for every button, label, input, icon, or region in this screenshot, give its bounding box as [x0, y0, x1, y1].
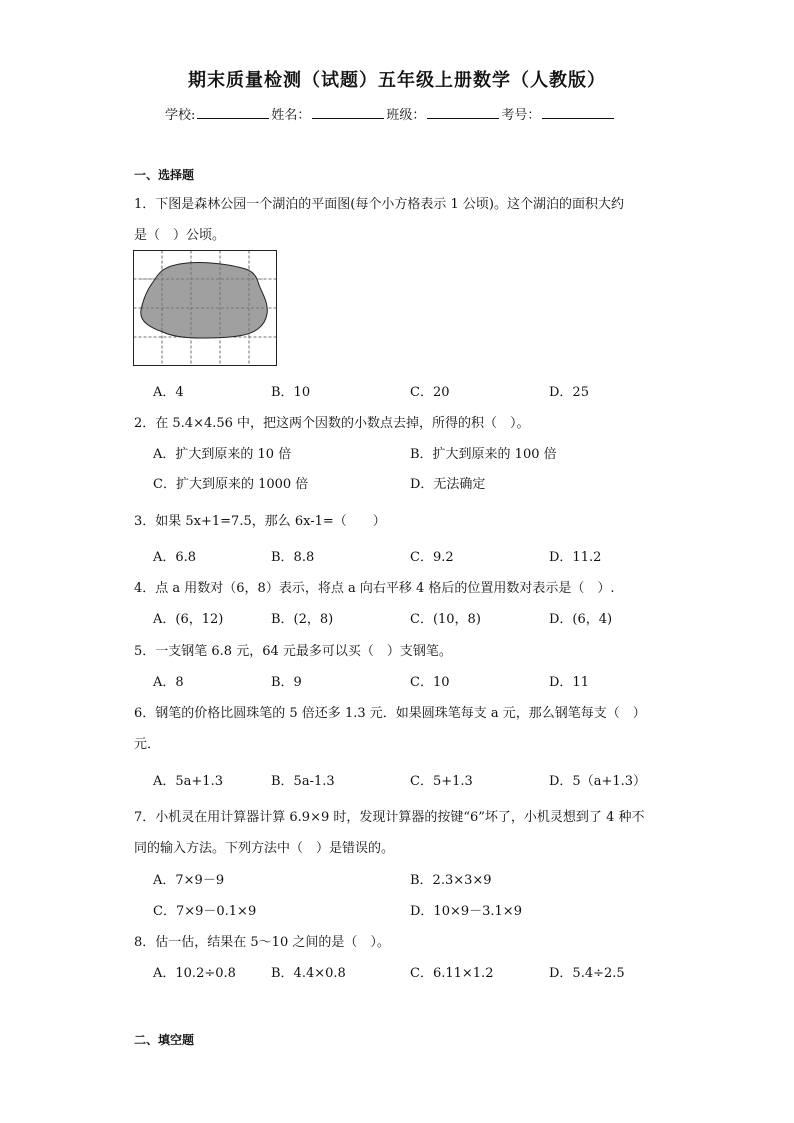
q7-option-d: D．10×9－3.1×9 [410, 904, 522, 919]
name-blank [312, 106, 384, 119]
q3-option-c: C．9.2 [410, 550, 454, 565]
q5-option-b: B．9 [271, 675, 302, 690]
q7-option-b: B．2.3×3×9 [410, 873, 492, 888]
question-3-line-1: 3．如果 5x+1=7.5，那么 6x-1=（ ） [134, 514, 386, 529]
page-title: 期末质量检测（试题）五年级上册数学（人教版） [188, 70, 606, 91]
name-label: 姓名： [271, 108, 311, 123]
q2-option-b: B．扩大到原来的 100 倍 [410, 447, 557, 462]
q4-option-b: B．(2，8) [271, 612, 334, 627]
question-7-line-1: 7．小机灵在用计算器计算 6.9×9 时，发现计算器的按键“6”坏了，小机灵想到了 4 种不 [134, 810, 645, 825]
school-blank [197, 106, 269, 119]
question-2-line-1: 2．在 5.4×4.56 中，把这两个因数的小数点去掉，所得的积（ ）。 [134, 416, 530, 431]
q5-option-d: D．11 [549, 675, 589, 690]
section-choice-heading: 一、选择题 [134, 168, 195, 182]
q6-option-a: A．5a+1.3 [153, 774, 223, 789]
q3-option-d: D．11.2 [549, 550, 602, 565]
q3-option-b: B．8.8 [271, 550, 315, 565]
q6-option-d: D．5（a+1.3） [549, 774, 647, 789]
q8-option-c: C．6.11×1.2 [410, 966, 494, 981]
q1-option-d: D．25 [549, 385, 589, 400]
q5-option-a: A．8 [153, 675, 184, 690]
q8-option-a: A．10.2÷0.8 [153, 966, 236, 981]
question-5-line-1: 5．一支钢笔 6.8 元，64 元最多可以买（ ）支钢笔。 [134, 644, 452, 659]
question-1-line-1: 1．下图是森林公园一个湖泊的平面图(每个小方格表示 1 公顷)。这个湖泊的面积大约 [134, 197, 624, 212]
class-label: 班级： [386, 108, 426, 123]
class-blank [427, 106, 499, 119]
school-label: 学校: [165, 108, 196, 123]
q8-option-d: D．5.4÷2.5 [549, 966, 625, 981]
q1-option-b: B．10 [271, 385, 311, 400]
q2-option-a: A．扩大到原来的 10 倍 [153, 447, 292, 462]
number-label: 考号： [501, 108, 541, 123]
question-6-line-2: 元． [134, 737, 161, 752]
q4-option-c: C．(10，8) [410, 612, 481, 627]
q1-option-c: C．20 [410, 385, 450, 400]
question-1-line-2: 是（ ）公顷。 [134, 228, 226, 243]
question-4-line-1: 4．点 a 用数对（6，8）表示，将点 a 向右平移 4 格后的位置用数对表示是（ ）. [134, 581, 615, 596]
q4-option-a: A．(6，12) [153, 612, 224, 627]
question-8-line-1: 8．估一估，结果在 5～10 之间的是（ ）。 [134, 935, 390, 950]
section-fill-heading: 二、填空题 [134, 1033, 195, 1047]
q7-option-a: A．7×9－9 [153, 873, 225, 888]
q2-option-d: D．无法确定 [410, 477, 486, 492]
q3-option-a: A．6.8 [153, 550, 197, 565]
question-7-line-2: 同的输入方法。下列方法中（ ）是错误的。 [134, 841, 395, 856]
q7-option-c: C．7×9－0.1×9 [153, 904, 257, 919]
number-blank [542, 106, 614, 119]
q6-option-c: C．5+1.3 [410, 774, 473, 789]
question-6-line-1: 6．钢笔的价格比圆珠笔的 5 倍还多 1.3 元．如果圆珠笔每支 a 元，那么钢笔每支（ ） [134, 706, 646, 721]
student-info-line [165, 104, 616, 123]
q4-option-d: D．(6，4) [549, 612, 613, 627]
q6-option-b: B．5a-1.3 [271, 774, 335, 789]
lake-shape [141, 263, 268, 338]
q5-option-c: C．10 [410, 675, 450, 690]
lake-grid-figure [133, 250, 278, 368]
q1-option-a: A．4 [153, 385, 184, 400]
q2-option-c: C．扩大到原来的 1000 倍 [153, 477, 309, 492]
q8-option-b: B．4.4×0.8 [271, 966, 346, 981]
